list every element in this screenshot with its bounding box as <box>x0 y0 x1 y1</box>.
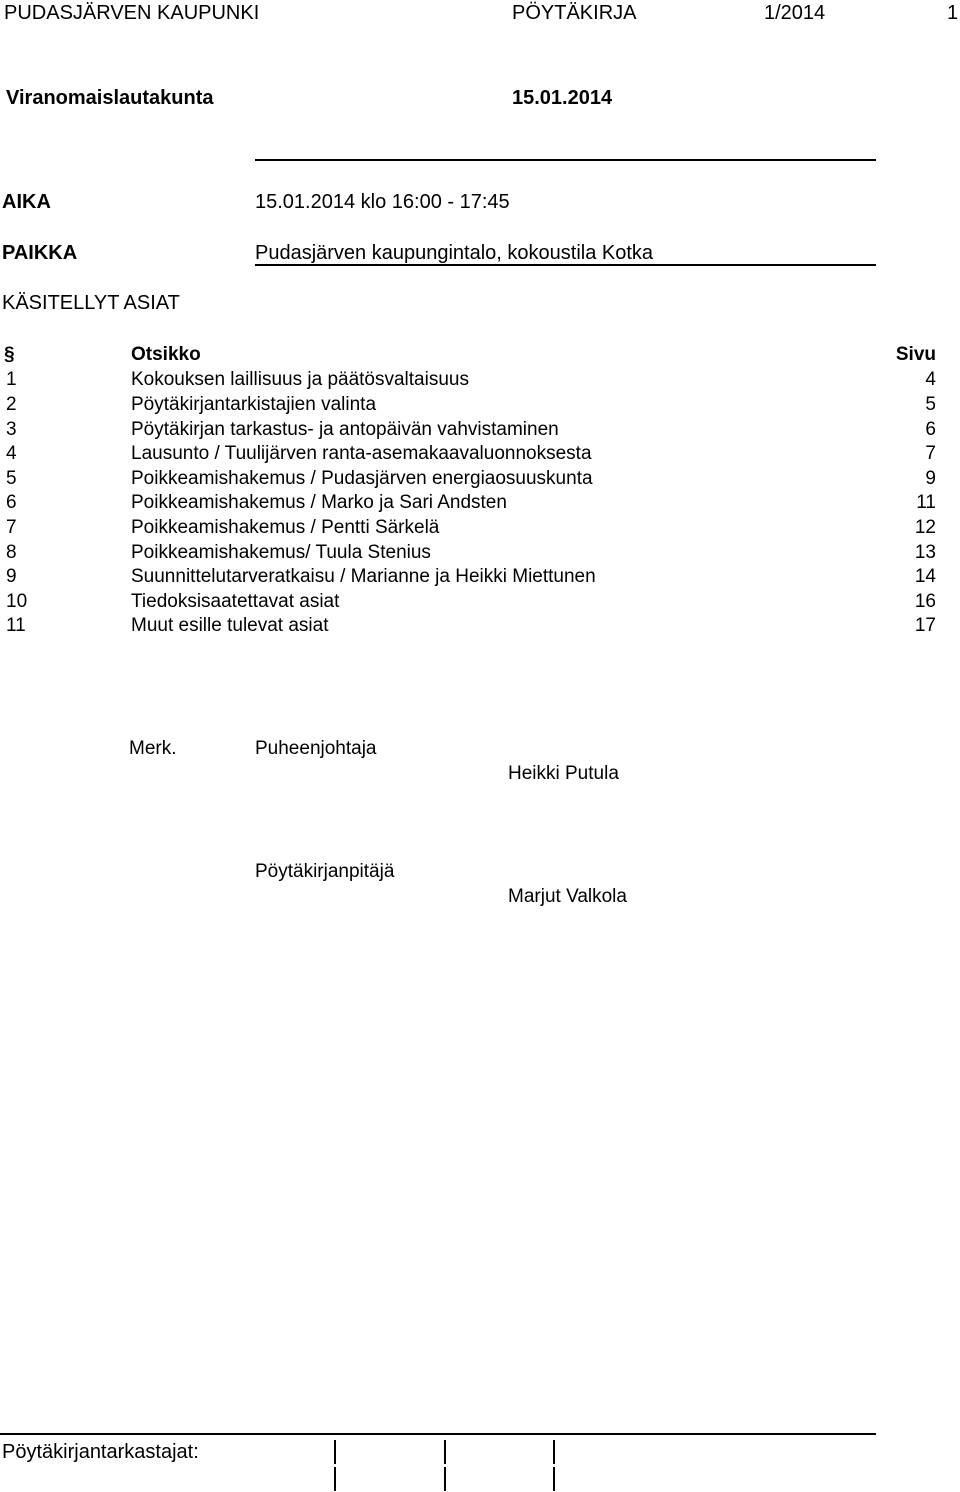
agenda-heading: KÄSITELLYT ASIAT <box>2 292 180 314</box>
agenda-item-title: Kokouksen laillisuus ja päätösvaltaisuus <box>131 369 469 390</box>
agenda-item-title: Muut esille tulevat asiat <box>131 615 329 636</box>
agenda-item-title: Tiedoksisaatettavat asiat <box>131 591 340 612</box>
agenda-item[interactable] <box>0 616 936 640</box>
section-symbol: § <box>4 344 15 365</box>
agenda-item[interactable] <box>0 370 936 394</box>
chair-name: Heikki Putula <box>508 763 619 784</box>
agenda-item-number: 8 <box>6 542 17 563</box>
agenda-item[interactable] <box>0 518 936 542</box>
place-label: PAIKKA <box>2 242 78 264</box>
document-type: PÖYTÄKIRJA <box>512 2 637 24</box>
header-divider <box>255 159 876 161</box>
column-page-header: Sivu <box>895 344 936 365</box>
agenda-item-number: 11 <box>6 615 26 636</box>
column-title-header: Otsikko <box>131 344 201 365</box>
agenda-item-page: 17 <box>914 615 936 636</box>
agenda-item-number: 6 <box>6 492 17 513</box>
agenda-item-page: 4 <box>925 369 936 390</box>
agenda-item-page: 5 <box>925 394 936 415</box>
agenda-item-title: Suunnittelutarveratkaisu / Marianne ja Heikki Miettunen <box>131 566 596 587</box>
footer-divider <box>0 1433 876 1435</box>
signature-field-divider <box>444 1440 446 1464</box>
agenda-item-page: 14 <box>914 566 936 587</box>
agenda-item-page: 13 <box>914 542 936 563</box>
agenda-item-page: 11 <box>916 492 936 513</box>
checkers-label: Pöytäkirjantarkastajat: <box>2 1441 199 1463</box>
signature-field-divider <box>553 1467 555 1491</box>
secretary-role: Pöytäkirjanpitäjä <box>255 861 395 882</box>
agenda-item-number: 1 <box>6 369 17 390</box>
organization-name: PUDASJÄRVEN KAUPUNKI <box>4 2 260 24</box>
agenda-item[interactable] <box>0 444 936 468</box>
agenda-item-title: Poikkeamishakemus / Pentti Särkelä <box>131 517 440 538</box>
agenda-item[interactable] <box>0 469 936 493</box>
agenda-item-page: 7 <box>925 443 936 464</box>
agenda-header-row <box>0 345 936 369</box>
signature-field-divider <box>334 1440 336 1464</box>
meeting-body: Viranomaislautakunta <box>6 87 214 109</box>
agenda-item-title: Poikkeamishakemus/ Tuula Stenius <box>131 542 431 563</box>
agenda-item-title: Lausunto / Tuulijärven ranta-asemakaavaluonnoksesta <box>131 443 592 464</box>
agenda-item-number: 4 <box>6 443 17 464</box>
secretary-name: Marjut Valkola <box>508 886 627 907</box>
agenda-item-page: 16 <box>914 591 936 612</box>
agenda-item[interactable] <box>0 567 936 591</box>
agenda-item-number: 2 <box>6 394 17 415</box>
agenda-item-title: Poikkeamishakemus / Marko ja Sari Andsten <box>131 492 507 513</box>
signature-field-divider <box>334 1467 336 1491</box>
page-number: 1 <box>947 2 959 24</box>
agenda-item[interactable] <box>0 592 936 616</box>
agenda-item-number: 9 <box>6 566 17 587</box>
place-divider <box>255 264 876 266</box>
agenda-item-number: 10 <box>6 591 28 612</box>
signature-field-divider <box>553 1440 555 1464</box>
chair-role: Puheenjohtaja <box>255 738 377 759</box>
time-value: 15.01.2014 klo 16:00 - 17:45 <box>255 191 510 213</box>
agenda-item-title: Pöytäkirjan tarkastus- ja antopäivän vahvistaminen <box>131 419 559 440</box>
agenda-item-page: 6 <box>925 419 936 440</box>
time-label: AIKA <box>2 191 51 213</box>
signature-field-divider <box>444 1467 446 1491</box>
place-value: Pudasjärven kaupungintalo, kokoustila Kotka <box>255 242 654 264</box>
merk-label: Merk. <box>129 738 177 759</box>
document-number: 1/2014 <box>764 2 826 24</box>
agenda-item-page: 9 <box>925 468 936 489</box>
agenda-item-number: 3 <box>6 419 17 440</box>
agenda-item-title: Poikkeamishakemus / Pudasjärven energiaosuuskunta <box>131 468 593 489</box>
agenda-item[interactable] <box>0 420 936 444</box>
agenda-item-page: 12 <box>914 517 936 538</box>
meeting-date: 15.01.2014 <box>512 87 613 109</box>
agenda-item-number: 7 <box>6 517 17 538</box>
agenda-item-title: Pöytäkirjantarkistajien valinta <box>131 394 377 415</box>
agenda-item[interactable] <box>0 493 936 517</box>
agenda-item-number: 5 <box>6 468 17 489</box>
agenda-item[interactable] <box>0 543 936 567</box>
agenda-item[interactable] <box>0 395 936 419</box>
